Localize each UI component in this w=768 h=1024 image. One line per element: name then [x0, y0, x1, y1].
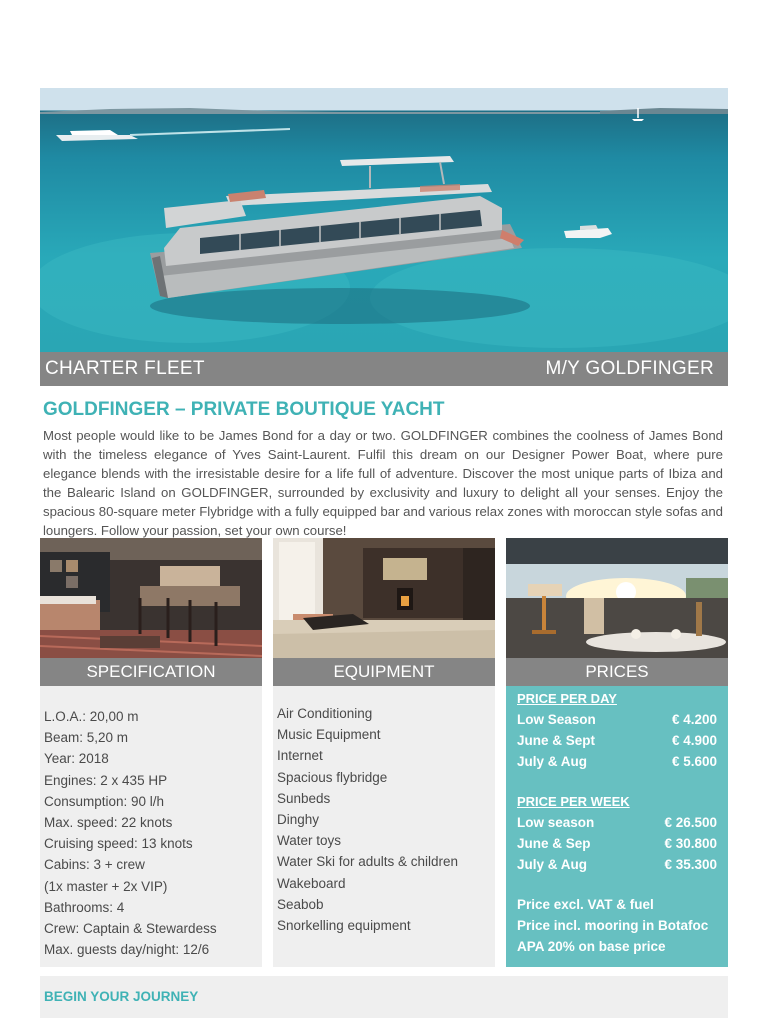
list-item: Max. speed: 22 knots	[44, 815, 173, 831]
list-item: Cruising speed: 13 knots	[44, 836, 193, 852]
begin-journey-link[interactable]: BEGIN YOUR JOURNEY	[44, 989, 199, 1004]
list-item: Internet	[277, 748, 323, 764]
list-item: Consumption: 90 l/h	[44, 793, 165, 809]
page-title: GOLDFINGER – PRIVATE BOUTIQUE YACHT	[43, 399, 445, 420]
specification-panel	[40, 686, 262, 967]
price-row	[517, 754, 717, 769]
header-banner	[40, 352, 728, 386]
list-item: Wakeboard	[277, 875, 346, 891]
cabin-photo	[273, 538, 495, 658]
salon-photo	[40, 538, 262, 658]
list-item: Engines: 2 x 435 HP	[44, 772, 168, 788]
price-season: July & Aug	[517, 754, 588, 769]
price-note: Price incl. mooring in Botafoc	[517, 918, 709, 933]
prices-heading: PRICES	[506, 658, 728, 686]
price-note: APA 20% on base price	[517, 939, 666, 954]
price-row	[517, 712, 717, 727]
hero-yacht-photo	[40, 88, 728, 352]
price-per-week-label: PRICE PER WEEK	[517, 794, 630, 809]
banner-right-label: M/Y GOLDFINGER	[545, 358, 714, 379]
price-value: € 4.200	[671, 712, 717, 727]
banner-left-label: CHARTER FLEET	[45, 358, 205, 379]
price-row	[517, 857, 717, 872]
list-item: Water Ski for adults & children	[277, 854, 459, 870]
price-season: Low season	[517, 815, 595, 830]
list-item: Water toys	[277, 833, 342, 849]
intro-paragraph: Most people would like to be James Bond for a day or two. GOLDFINGER combines the coolness of James Bond with the timeless elegance of Yves Saint-Laurent. Fulfil this dream on our Designer Power Boat, where pure elegance blends with the irresistable desire for a life full of adventure. Discover the most unique parts of Ibiza and the Balearic Island on GOLDFINGER, surrounded by exclusivity and luxury to delight all your senses. Enjoy the spacious 80-square meter Flybridge with a fully equipped bar and various relax zones with moroccan style sofas and loungers. Follow your passion, set your own course!	[43, 428, 723, 538]
equipment-panel	[273, 686, 495, 967]
equipment-list	[277, 703, 458, 936]
price-season: June & Sep	[517, 836, 591, 851]
price-value: € 35.300	[664, 857, 717, 872]
footer-bar	[40, 976, 728, 1018]
price-value: € 26.500	[664, 815, 717, 830]
price-season: Low Season	[517, 712, 596, 727]
specification-list	[44, 706, 217, 960]
deck-photo	[506, 538, 728, 658]
list-item: Air Conditioning	[277, 706, 373, 721]
price-per-day-label: PRICE PER DAY	[517, 691, 617, 706]
price-season: July & Aug	[517, 857, 588, 872]
price-season: June & Sept	[517, 733, 596, 748]
list-item: Bathrooms: 4	[44, 899, 125, 915]
price-note: Price excl. VAT & fuel	[517, 897, 654, 912]
list-item: Year: 2018	[44, 751, 109, 767]
list-item: Dinghy	[277, 812, 320, 828]
price-value: € 5.600	[671, 754, 717, 769]
equipment-heading: EQUIPMENT	[273, 658, 495, 686]
list-item: L.O.A.: 20,00 m	[44, 709, 139, 724]
price-value: € 30.800	[664, 836, 717, 851]
price-value: € 4.900	[671, 733, 717, 748]
prices-panel	[506, 686, 728, 967]
list-item: Crew: Captain & Stewardess	[44, 921, 217, 937]
list-item: Max. guests day/night: 12/6	[44, 942, 210, 958]
list-item: Sunbeds	[277, 790, 331, 806]
price-row	[517, 836, 717, 851]
list-item: (1x master + 2x VIP)	[44, 878, 168, 894]
list-item: Cabins: 3 + crew	[44, 857, 145, 873]
list-item: Spacious flybridge	[277, 769, 388, 785]
price-row	[517, 815, 717, 830]
list-item: Snorkelling equipment	[277, 918, 411, 934]
list-item: Seabob	[277, 896, 324, 912]
price-row	[517, 733, 717, 748]
specification-heading: SPECIFICATION	[40, 658, 262, 686]
list-item: Beam: 5,20 m	[44, 730, 129, 746]
list-item: Music Equipment	[277, 727, 381, 743]
